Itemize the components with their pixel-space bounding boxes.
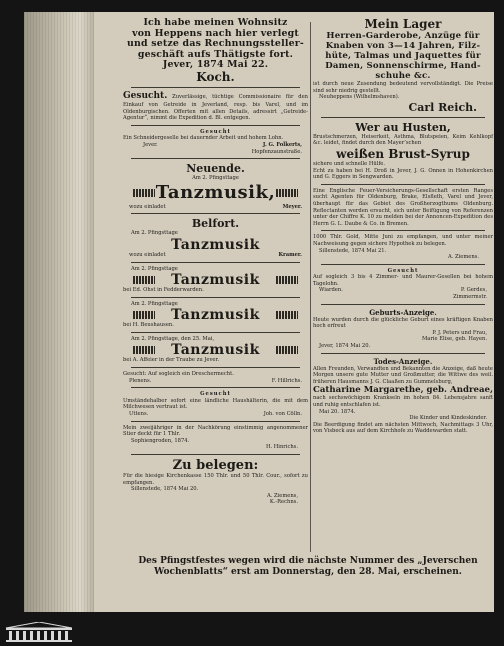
gesucht4-sign xyxy=(123,411,308,418)
husten-text-3: Echt zu haben bei H. Droß in Jever, J. G. Onnen in Hohenkirchen und G. Eggers in Sengwarden. xyxy=(313,167,493,181)
divider-rule xyxy=(321,264,485,265)
divider-rule xyxy=(321,230,485,231)
thlr-date: Sillenstede, 1874 Mai 21. xyxy=(319,247,387,254)
gesucht3-sign xyxy=(123,378,308,385)
tanzmusik-4: Tanzmusik xyxy=(171,307,260,324)
moving-line-2: von Heppens nach hier verlegt xyxy=(132,27,299,39)
host-4: bei H. Beushausen. xyxy=(123,322,174,329)
gesucht2-text: Ein Schneidergeselle bei dauernder Arbeit und hohem Lohn. xyxy=(123,135,284,142)
tanzmusik-banner-5 xyxy=(133,342,298,359)
husten-text-2: sichere und schnelle Hülfe. xyxy=(313,160,386,167)
gesucht4-heading: Gesucht xyxy=(200,391,231,398)
host-1: Meyer. xyxy=(282,203,302,210)
gesucht-name-right: P. Gerdes, xyxy=(460,287,487,294)
feuer-text: Eine Englische Feuer-Versicherungs-Gesellschaft ersten Ranges sucht Agenten für Oldenburg, Brake, Elsfleth, Varel und Jever, überhaupt für das Gebiet des Großherzogthums Oldenburg. Reflectanten werden ersucht, sich unter Beifügung von Referenzen unter der Chiffre K. 10 zu melden bei der Annoncen-Expedition des Herrn G. L. Daube & Co. in Bremen. xyxy=(313,187,493,227)
divider-rule xyxy=(131,87,300,88)
invite-2: wozu einladet xyxy=(129,251,166,258)
tanzmusik-banner-2 xyxy=(133,238,298,251)
gesucht-role-right: Zimmermstr. xyxy=(453,294,487,301)
divider-rule xyxy=(131,332,300,333)
geburt-date: Jever, 1874 Mai 20. xyxy=(319,343,371,350)
scan-border xyxy=(494,0,504,646)
divider-rule xyxy=(131,213,300,214)
gesucht-ad xyxy=(123,91,308,122)
ornament-right xyxy=(276,311,298,319)
gesucht-text-right: Auf sogleich 3 bis 4 Zimmer- und Maurer-Gesellen bei hohem Tagelohn. xyxy=(313,274,493,287)
tanzmusik-banner-3 xyxy=(133,272,298,289)
belegen-date: Sillenstede, 1874 Mai 20. xyxy=(131,486,199,493)
book-binding xyxy=(24,12,94,612)
ornament-left xyxy=(133,189,155,197)
lager-name: Carl Reich. xyxy=(408,100,477,114)
divider-rule xyxy=(131,262,300,263)
pfingst-line-2: Am 2. Pfingsttage xyxy=(131,230,178,237)
todes-text-3: Die Beerdigung findet am nächsten Mittwoch, Nachmittags 3 Uhr, von Visbeck aus auf dem Kirchhofe zu Waddewarden statt. xyxy=(313,421,493,435)
lager-heading: Mein Lager xyxy=(364,17,442,31)
ornament-right xyxy=(276,189,298,197)
gesucht-text: Zuverlässige, tüchtige Commissionaire für den Einkauf von Getreide in Jeverland, resp. bis Varel, und im Oldenburgischen. Offerten mit allen Details, adressirt „Getreide-Agentur“, nimmt die Expedition d. Bl. entgegen. xyxy=(123,93,308,122)
stier-text: Mein zweijähriger in der Nachkörung einstimmig angenommener Stier deckt für 1 Thlr. xyxy=(123,424,308,438)
lager-line-5: schuhe &c. xyxy=(375,71,431,81)
lager-line-1: Herren-Garderobe, Anzüge für xyxy=(326,31,480,41)
sign-place: Jever. xyxy=(143,141,158,148)
divider-rule xyxy=(131,297,300,298)
belegen-heading: Zu belegen: xyxy=(172,458,259,473)
right-column xyxy=(313,18,493,435)
geburt-text: Heute wurden durch die glückliche Geburt eines kräftigen Knaben hoch erfreut xyxy=(313,316,493,330)
gesucht4-place: Uttens. xyxy=(129,411,149,418)
library-building-logo-icon xyxy=(4,622,74,642)
footer-notice: Des Pfingstfestes wegen wird die nächste Nummer des „Jeverschen Wochenblatts“ erst am Donnerstag, den 28. Mai, erscheinen. xyxy=(138,556,478,577)
tanzmusik-banner-1 xyxy=(133,183,298,203)
divider-rule xyxy=(321,353,485,354)
belegen-text: Für die hiesige Kirchenkasse 150 Thlr. und 50 Thlr. Cour., sofort zu empfangen. xyxy=(123,473,308,486)
gesucht3-place: Plenens. xyxy=(129,377,152,384)
gesucht4-name: Joh. von Cölln. xyxy=(263,411,302,418)
todes-sign: Die Kinder und Kindeskinder. xyxy=(409,415,487,422)
host-row-1 xyxy=(123,204,308,211)
moving-date: Jever, 1874 Mai 22. xyxy=(162,59,269,71)
brust-syrup: weißen Brust-Syrup xyxy=(336,146,470,161)
lager-line-4: Damen, Sonnenschirme, Hand- xyxy=(325,61,481,71)
host-3: bei Ed. Ohst in Fedderwarden. xyxy=(123,287,204,294)
lager-text: ist durch neue Zusendung bedeutend vervollständigt. Die Preise sind sehr niedrig gestellt. xyxy=(313,81,493,94)
divider-rule xyxy=(321,117,485,118)
moving-line-3: und setze das Rechnungssteller- xyxy=(126,38,304,50)
neuende-heading: Neuende. xyxy=(186,162,245,176)
divider-rule xyxy=(131,158,300,159)
ornament-left xyxy=(133,311,155,319)
pfingst-line-3: Am 2. Pfingsttage xyxy=(131,265,178,272)
column-divider xyxy=(310,22,311,552)
sign-name: J. G. Folkerts, xyxy=(262,141,302,148)
stier-place: Sophiengroden, 1874. xyxy=(131,437,190,444)
tanzmusik-3: Tanzmusik xyxy=(171,272,260,289)
todes-heading: Todes-Anzeige. xyxy=(373,356,433,366)
ornament-left xyxy=(133,346,155,354)
husten-heading: Wer au Husten, xyxy=(355,120,451,134)
lager-lines xyxy=(313,31,493,81)
todes-text: Allen Freunden, Verwandten und Bekannten die Anzeige, daß heute Morgen unsere gute Mutter und Großmutter, die Wittwe des weil. früheren Hausmanns J. G. Claaßen zu Gummelsburg, xyxy=(313,365,493,385)
divider-rule xyxy=(131,387,300,388)
gesucht-heading-right: Gesucht xyxy=(387,267,419,274)
tanzmusik-1: Tanzmusik, xyxy=(155,181,276,203)
gesucht3-name: F. Hillrichs. xyxy=(271,377,302,384)
todes-name: Catharine Margarethe, geb. Andreae, xyxy=(313,385,493,396)
gesucht-heading: Gesucht. xyxy=(123,90,168,101)
moving-line-1: Ich habe meinen Wohnsitz xyxy=(143,17,288,28)
lager-line-3: hüte, Talmas und Jaquettes für xyxy=(325,51,481,61)
ornament-right xyxy=(276,346,298,354)
invite-1: wozu einladet xyxy=(129,203,166,210)
todes-date: Mai 20. 1874. xyxy=(319,408,356,415)
divider-rule xyxy=(131,421,300,422)
divider-rule xyxy=(321,304,485,305)
belfort-heading: Belfort. xyxy=(191,217,240,231)
todes-text-2: nach sechswöchigem Krankseln im hohen 84. Lebensjahre sanft und ruhig entschlafen ist. xyxy=(313,395,493,408)
tanzmusik-5: Tanzmusik xyxy=(171,342,260,359)
moving-name: Koch. xyxy=(196,69,235,84)
gesucht4-text: Umständehalber sofort eine ländliche Haushälterin, die mit dem Milchwesen vertraut ist. xyxy=(123,397,308,411)
left-column xyxy=(123,18,308,506)
host-5: bei A. Affeier in der Traube zu Jever. xyxy=(123,357,220,364)
lager-line-2: Knaben von 3—14 Jahren, Filz- xyxy=(325,41,481,51)
divider-rule xyxy=(321,184,485,185)
gesucht2-heading: Gesucht xyxy=(200,128,231,135)
host-2: Kramer. xyxy=(278,251,302,258)
divider-rule xyxy=(131,367,300,368)
geburt-names: P. J. Peters und Frau, xyxy=(432,329,487,336)
stier-name: H. Hinrichs. xyxy=(265,444,298,451)
gesucht3-text: Gesucht: Auf sogleich ein Dreschermecht. xyxy=(123,371,234,378)
moving-notice xyxy=(123,18,308,71)
tanzmusik-banner-4 xyxy=(133,307,298,324)
pfingst-line-1: Am 2. Pfingsttage xyxy=(192,175,239,182)
lager-place: Neuheppens (Wilhelmshaven). xyxy=(319,94,400,101)
moving-line-4: geschäft aufs Thätigste fort. xyxy=(137,48,294,60)
pfingst-line-4: Am 2. Pfingsttage xyxy=(131,300,178,307)
divider-rule xyxy=(131,125,300,126)
geburt-heading: Geburts-Anzeige. xyxy=(369,307,437,317)
thlr-text: 1000 Thlr. Gold, Mitte Juni zu empfangen, und unter meiner Nachweisung gegen sichere Hypothek zu belegen. xyxy=(313,234,493,247)
husten-text: Brustschmerzen, Heiserkeit, Asthma, Blutspeien, Keim Kehlkopf &c. leidet, findet durch den Mayer’schen xyxy=(313,133,493,147)
ornament-right xyxy=(276,276,298,284)
belegen-role: K.-Rechns. xyxy=(269,499,298,506)
tanzmusik-2: Tanzmusik xyxy=(171,236,260,253)
gesucht-sign-right xyxy=(313,287,493,294)
ornament-left xyxy=(133,276,155,284)
gesucht-place-right: Wiarden. xyxy=(319,287,343,294)
belegen-name: A. Ziemens, xyxy=(266,492,298,499)
sign-address: Hopfenzaunstraße. xyxy=(251,148,302,155)
geburt-names-2: Marie Elise, geb. Hayen. xyxy=(421,336,487,343)
pfingst-line-5: Am 2. Pfingsttage, den 25. Mai, xyxy=(131,335,215,342)
divider-rule xyxy=(131,454,300,455)
thlr-name: A. Ziemens. xyxy=(447,254,479,261)
gesucht2-sign xyxy=(123,142,308,149)
